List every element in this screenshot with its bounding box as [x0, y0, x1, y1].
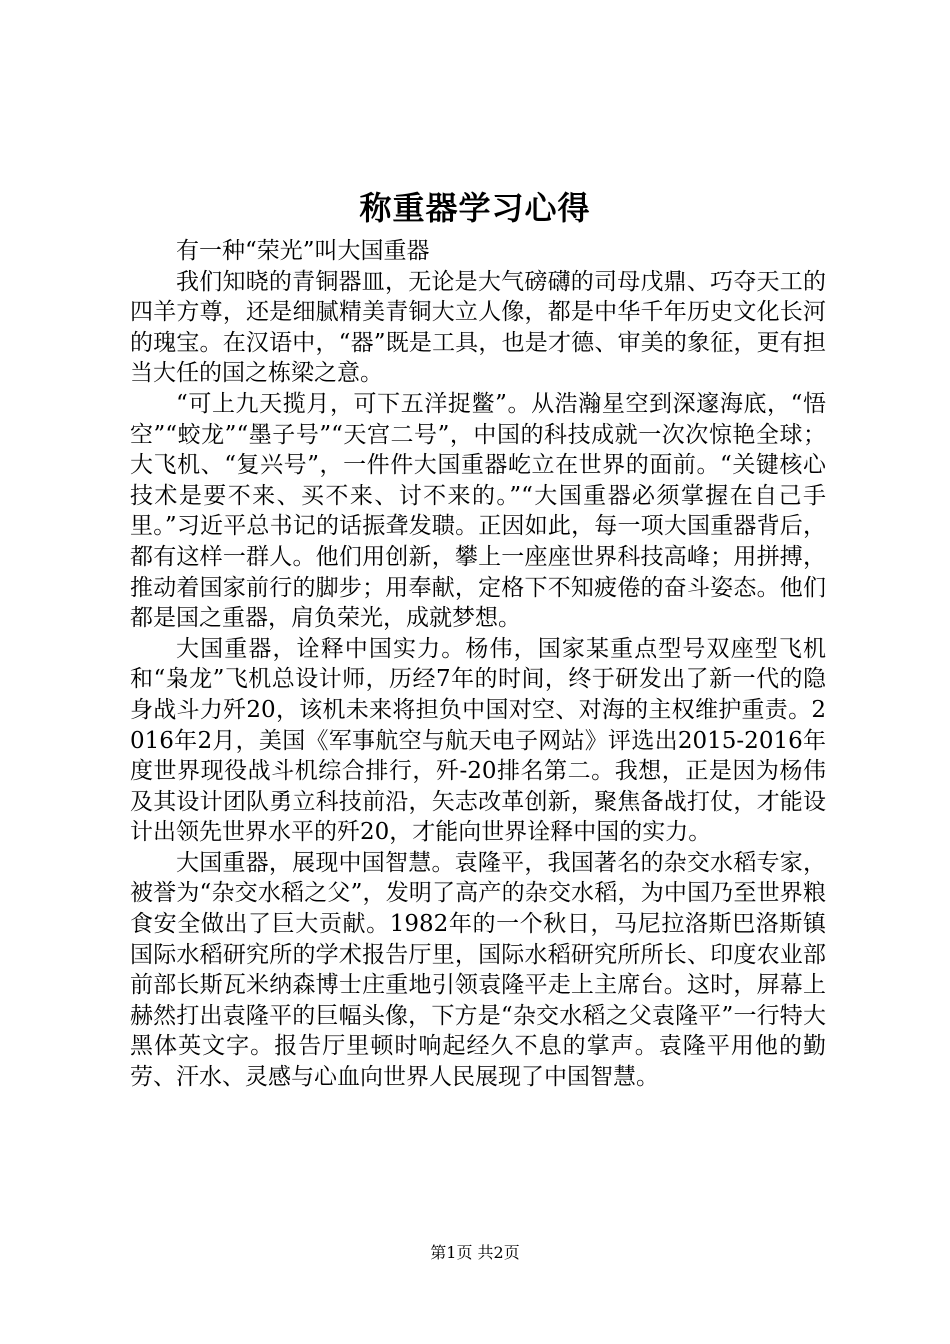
- paragraph-bronze-ware: 我们知晓的青铜器皿，无论是大气磅礴的司母戊鼎、巧夺天工的四羊方尊，还是细腻精美青铜大立人像，都是中华千年历史文化长河的瑰宝。在汉语中，“器”既是工具，也是才德、审美的象征，更有担当大任的国之栋梁之意。: [130, 268, 826, 387]
- paragraph-yuan-longping: 大国重器，展现中国智慧。袁隆平，我国著名的杂交水稻专家，被誉为“杂交水稻之父”，发明了高产的杂交水稻，为中国乃至世界粮食安全做出了巨大贡献。1982年的一个秋日，马尼拉洛斯巴洛斯镇国际水稻研究所的学术报告厅里，国际水稻研究所所长、印度农业部前部长斯瓦米纳森博士庄重地引领袁隆平走上主席台。这时，屏幕上赫然打出袁隆平的巨幅头像，下方是“杂交水稻之父袁隆平”一行特大黑体英文字。报告厅里顿时响起经久不息的掌声。袁隆平用他的勤劳、汗水、灵感与心血向世界人民展现了中国智慧。: [130, 849, 826, 1091]
- paragraph-tech-achievements: “可上九天揽月，可下五洋捉鳖”。从浩瀚星空到深邃海底，“悟空”“蛟龙”“墨子号”“天宫二号”，中国的科技成就一次次惊艳全球；大飞机、“复兴号”，一件件大国重器屹立在世界的面前。“关键核心技术是要不来、买不来、讨不来的。”“大国重器必须掌握在自己手里。”习近平总书记的话振聋发聩。正因如此，每一项大国重器背后，都有这样一群人。他们用创新，攀上一座座世界科技高峰；用拼搏，推动着国家前行的脚步；用奉献，定格下不知疲倦的奋斗姿态。他们都是国之重器，肩负荣光，成就梦想。: [130, 390, 826, 632]
- paragraph-subtitle: 有一种“荣光”叫大国重器: [176, 238, 430, 264]
- document-title: 称重器学习心得: [359, 189, 591, 227]
- page-number-footer: 第1页 共2页: [430, 1243, 520, 1262]
- paragraph-yang-wei: 大国重器，诠释中国实力。杨伟，国家某重点型号双座型飞机和“枭龙”飞机总设计师，历经7年的时间，终于研发出了新一代的隐身战斗力歼20，该机未来将担负中国对空、对海的主权维护重责。2016年2月，美国《军事航空与航天电子网站》评选出2015-2016年度世界现役战斗机综合排行，歼-20排名第二。我想，正是因为杨伟及其设计团队勇立科技前沿，矢志改革创新，聚焦备战打仗，才能设计出领先世界水平的歼20，才能向世界诠释中国的实力。: [130, 635, 826, 846]
- document-body: [130, 236, 826, 1093]
